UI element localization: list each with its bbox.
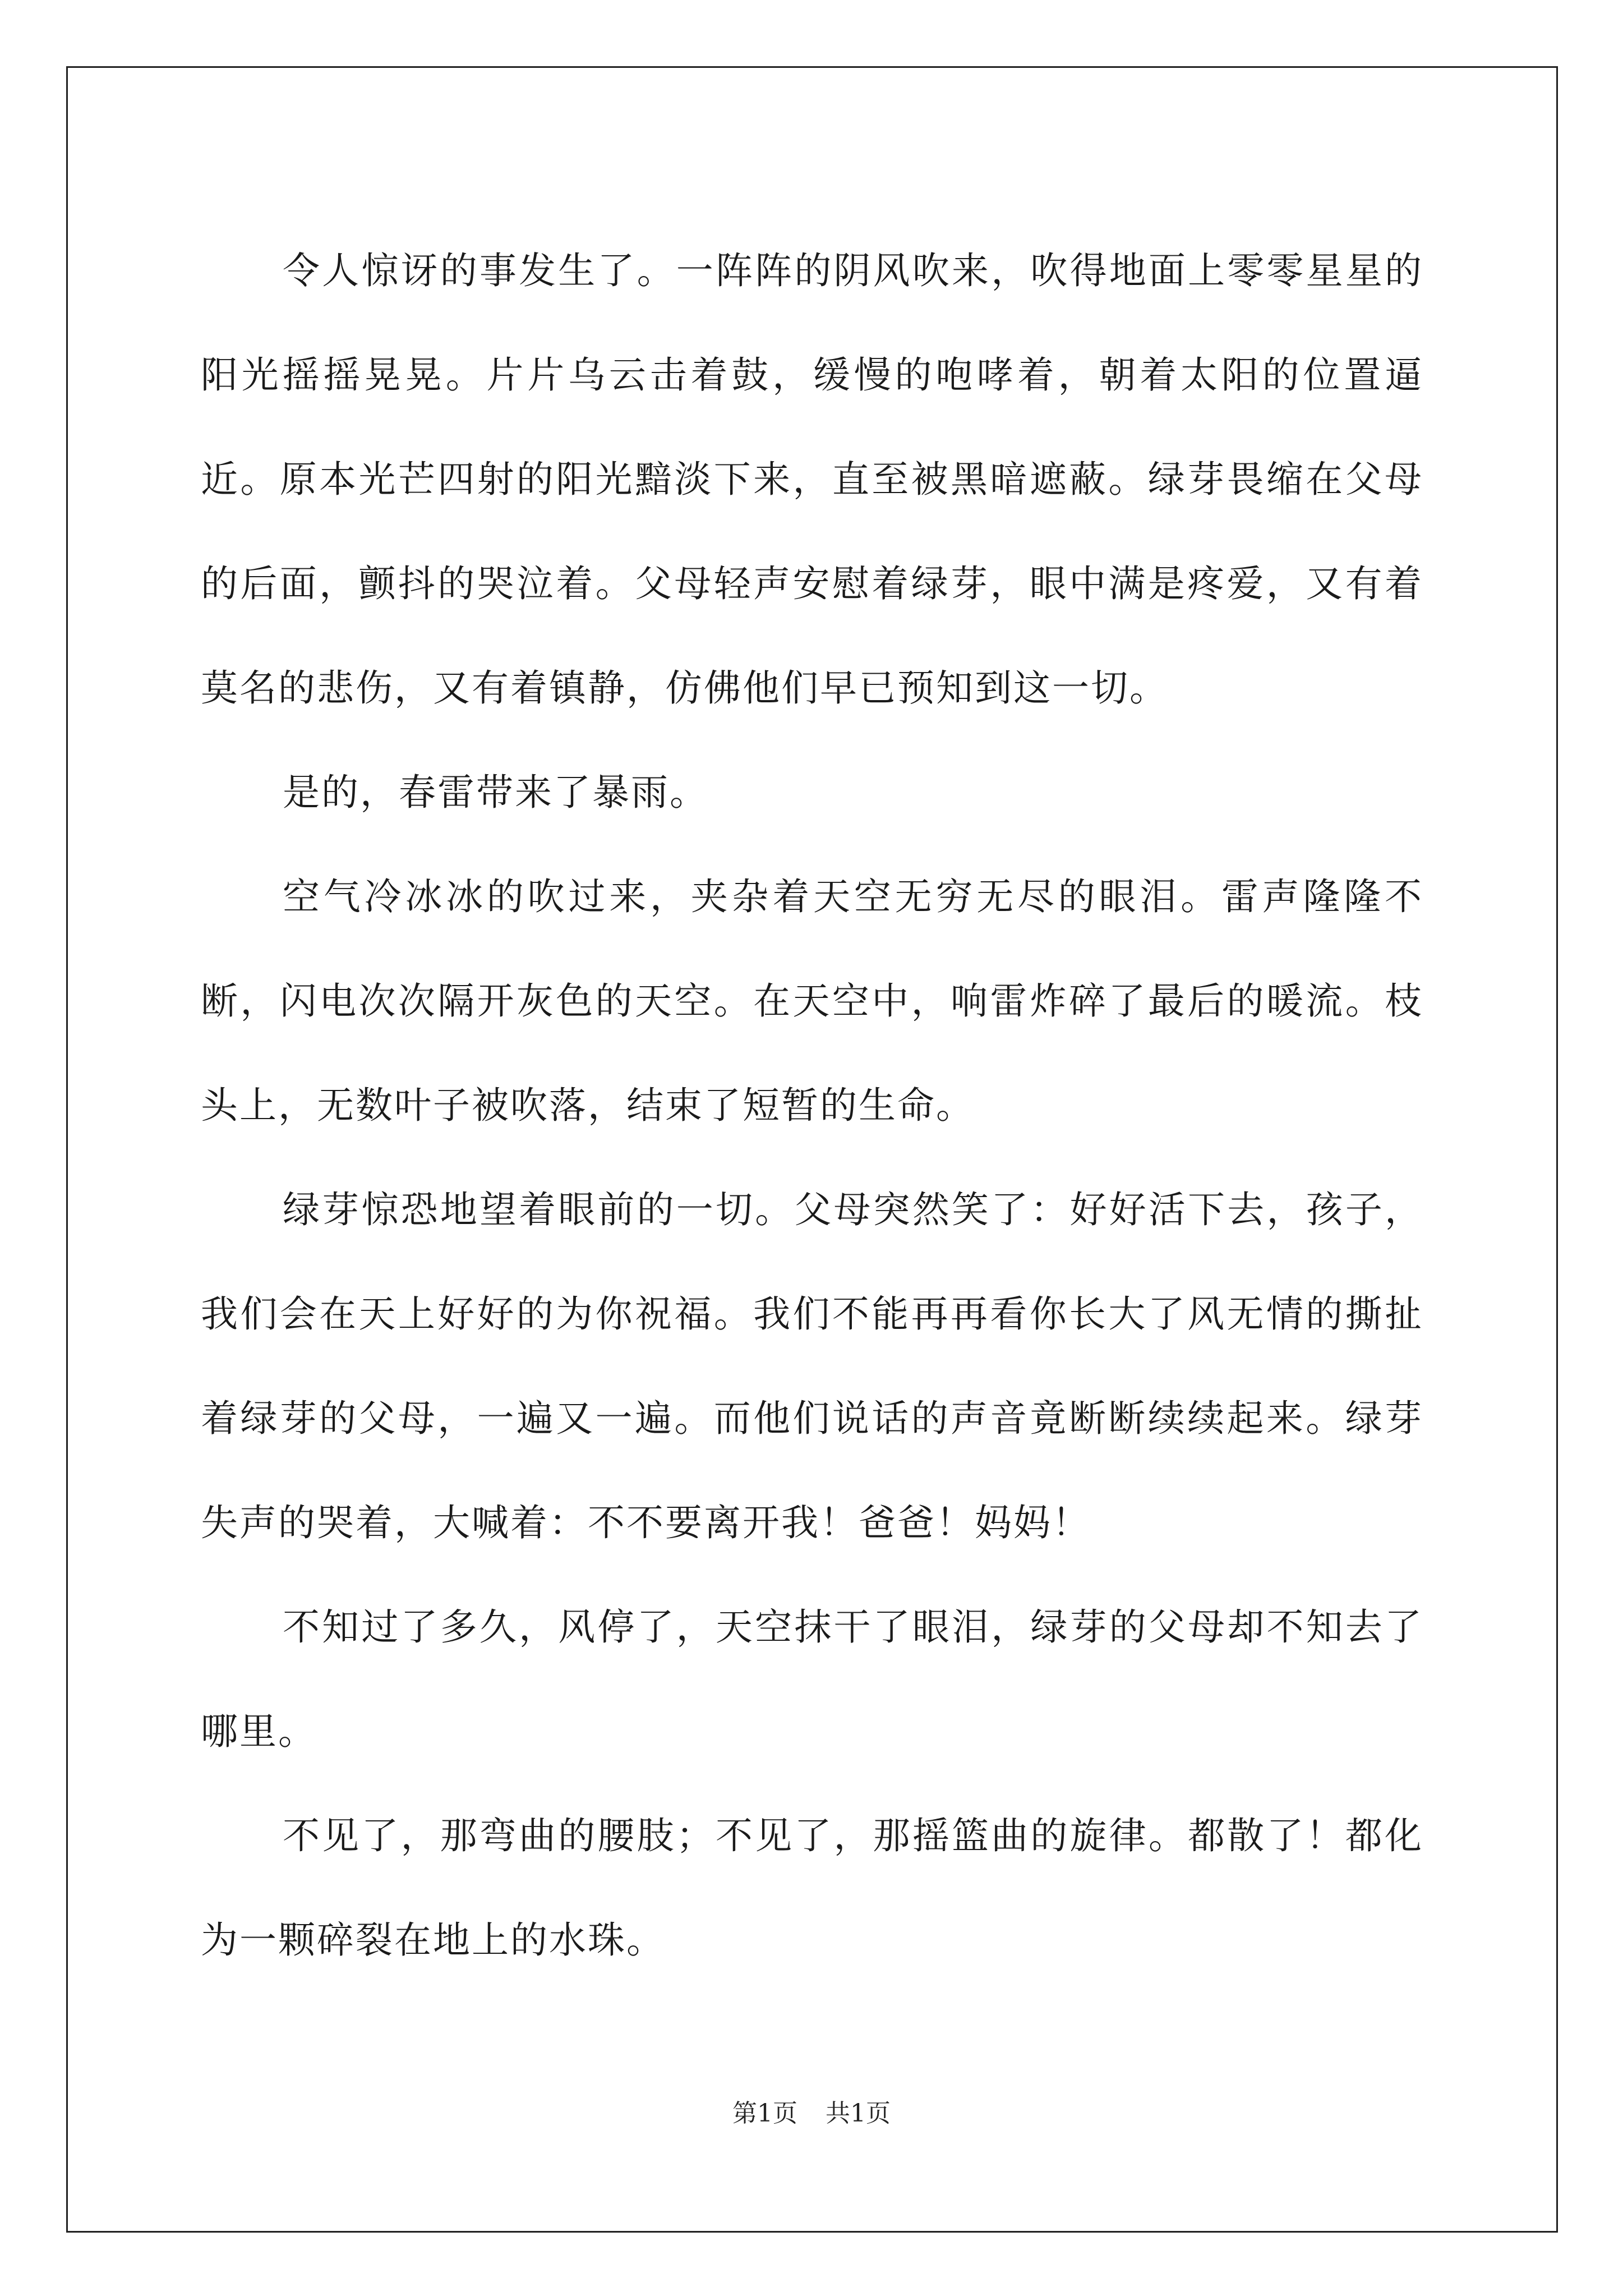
paragraph-2: 是的，春雷带来了暴雨。 xyxy=(283,771,708,814)
paragraph-3: 空气冷冰冰的吹过来，夹杂着天空无穷无尽的眼泪。雷声隆隆不断，闪电次次隔开灰色的天空。在天空中，响雷炸碎了最后的暖流。枝头上，无数叶子被吹落，结束了短暂的生命。 xyxy=(201,875,1423,1127)
paragraph-6: 不见了，那弯曲的腰肢；不见了，那摇篮曲的旋律。都散了！都化为一颗碎裂在地上的水珠。 xyxy=(201,1814,1423,1962)
page-total: 共1页 xyxy=(826,2099,891,2128)
document-body xyxy=(201,219,1423,1993)
page-footer xyxy=(0,2097,1623,2131)
paragraph-5: 不知过了多久，风停了，天空抹干了眼泪，绿芽的父母却不知去了哪里。 xyxy=(201,1605,1423,1753)
paragraph-1: 令人惊讶的事发生了。一阵阵的阴风吹来，吹得地面上零零星星的阳光摇摇晃晃。片片乌云击着鼓，缓慢的咆哮着，朝着太阳的位置逼近。原本光芒四射的阳光黯淡下来，直至被黑暗遮蔽。绿芽畏缩在父母的后面，颤抖的哭泣着。父母轻声安慰着绿芽，眼中满是疼爱，又有着莫名的悲伤，又有着镇静，仿佛他们早已预知到这一切。 xyxy=(201,249,1423,710)
page-number: 第1页 xyxy=(732,2099,797,2128)
paragraph-4: 绿芽惊恐地望着眼前的一切。父母突然笑了：好好活下去，孩子，我们会在天上好好的为你祝福。我们不能再再看你长大了风无情的撕扯着绿芽的父母，一遍又一遍。而他们说话的声音竟断断续续起来。绿芽失声的哭着，大喊着：不不要离开我！爸爸！妈妈！ xyxy=(201,1188,1423,1544)
